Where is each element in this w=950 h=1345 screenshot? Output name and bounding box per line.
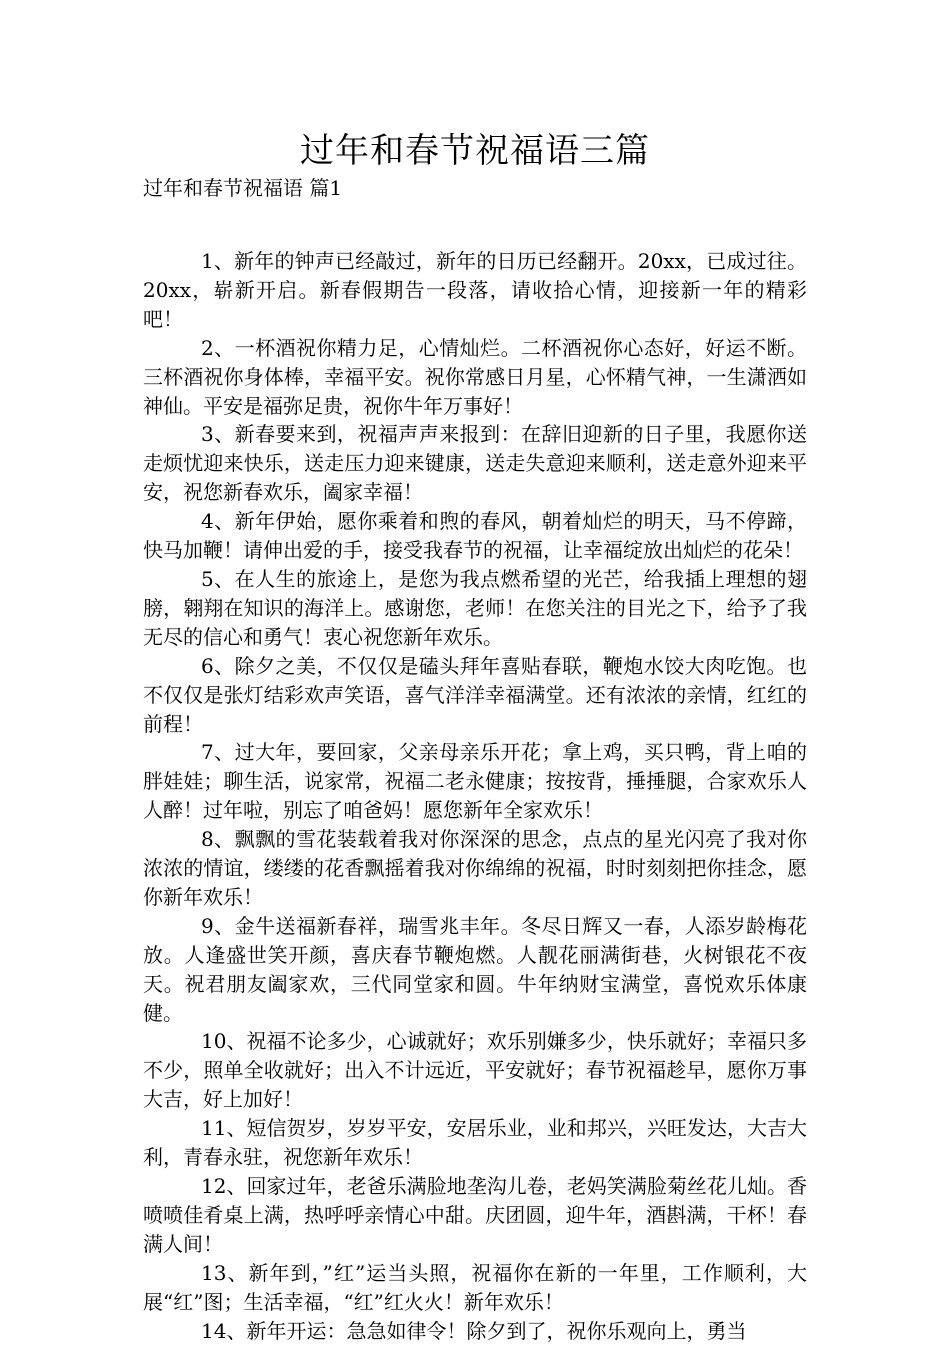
paragraph-7: 7、过大年，要回家，父亲母亲乐开花；拿上鸡，买只鸭，背上咱的胖娃娃；聊生活，说家常，祝福二老永健康；按按背，捶捶腿，合家欢乐人人醉！过年啦，别忘了咱爸妈！愿您新年全家欢乐！ [143, 740, 807, 823]
paragraph-4: 4、新年伊始，愿你乘着和煦的春风，朝着灿烂的明天，马不停蹄，快马加鞭！请伸出爱的手，接受我春节的祝福，让幸福绽放出灿烂的花朵！ [143, 509, 807, 563]
paragraph-2: 2、一杯酒祝你精力足，心情灿烂。二杯酒祝你心态好，好运不断。三杯酒祝你身体棒，幸福平安。祝你常感日月星，心怀精气神，一生潇洒如神仙。平安是福弥足贵，祝你牛年万事好！ [143, 335, 807, 418]
paragraph-1: 1、新年的钟声已经敲过，新年的日历已经翻开。20xx，已成过往。20xx，崭新开启。新春假期告一段落，请收拾心情，迎接新一年的精彩吧！ [143, 249, 807, 331]
paragraph-6: 6、除夕之美，不仅仅是磕头拜年喜贴春联，鞭炮水饺大肉吃饱。也不仅仅是张灯结彩欢声笑语，喜气洋洋幸福满堂。还有浓浓的亲情，红红的前程！ [143, 653, 807, 736]
paragraph-3: 3、新春要来到，祝福声声来报到：在辞旧迎新的日子里，我愿你送走烦忧迎来快乐，送走压力迎来键康，送走失意迎来顺利，送走意外迎来平安，祝您新春欢乐，阖家幸福！ [143, 422, 807, 505]
paragraph-5: 5、在人生的旅途上，是您为我点燃希望的光芒，给我插上理想的翅膀，翱翔在知识的海洋上。感谢您，老师！在您关注的目光之下，给予了我无尽的信心和勇气！衷心祝您新年欢乐。 [143, 566, 807, 649]
section-heading: 过年和春节祝福语 篇1 [143, 176, 343, 200]
paragraph-13: 13、新年到，”红”运当头照，祝福你在新的一年里，工作顺利，大展“红”图；生活幸福，“红”红火火！新年欢乐！ [143, 1260, 807, 1314]
paragraph-11: 11、短信贺岁，岁岁平安，安居乐业，业和邦兴，兴旺发达，大吉大利，青春永驻，祝您新年欢乐！ [143, 1116, 807, 1170]
paragraph-9: 9、金牛送福新春祥，瑞雪兆丰年。冬尽日辉又一春，人添岁龄梅花放。人逢盛世笑开颜，喜庆春节鞭炮燃。人靓花丽满街巷，火树银花不夜天。祝君朋友阖家欢，三代同堂家和圆。牛年纳财宝满堂，喜悦欢乐体康健。 [143, 913, 807, 1025]
paragraph-14: 14、新年开运：急急如律令！除夕到了，祝你乐观向上，勇当 [201, 1318, 747, 1343]
document-title: 过年和春节祝福语三篇 [300, 131, 650, 171]
document-body [143, 247, 807, 1345]
paragraph-12: 12、回家过年，老爸乐满脸地垄沟儿卷，老妈笑满脸菊丝花儿灿。香喷喷佳肴桌上满，热呼呼亲情心中甜。庆团圆，迎牛年，酒斟满，干杯！春满人间！ [143, 1174, 807, 1256]
paragraph-8: 8、飘飘的雪花装载着我对你深深的思念，点点的星光闪亮了我对你浓浓的情谊，缕缕的花香飘摇着我对你绵绵的祝福，时时刻刻把你挂念，愿你新年欢乐！ [143, 827, 807, 909]
paragraph-10: 10、祝福不论多少，心诚就好；欢乐别嫌多少，快乐就好；幸福只多不少，照单全收就好；出入不计远近，平安就好；春节祝福趁早，愿你万事大吉，好上加好！ [143, 1029, 807, 1112]
